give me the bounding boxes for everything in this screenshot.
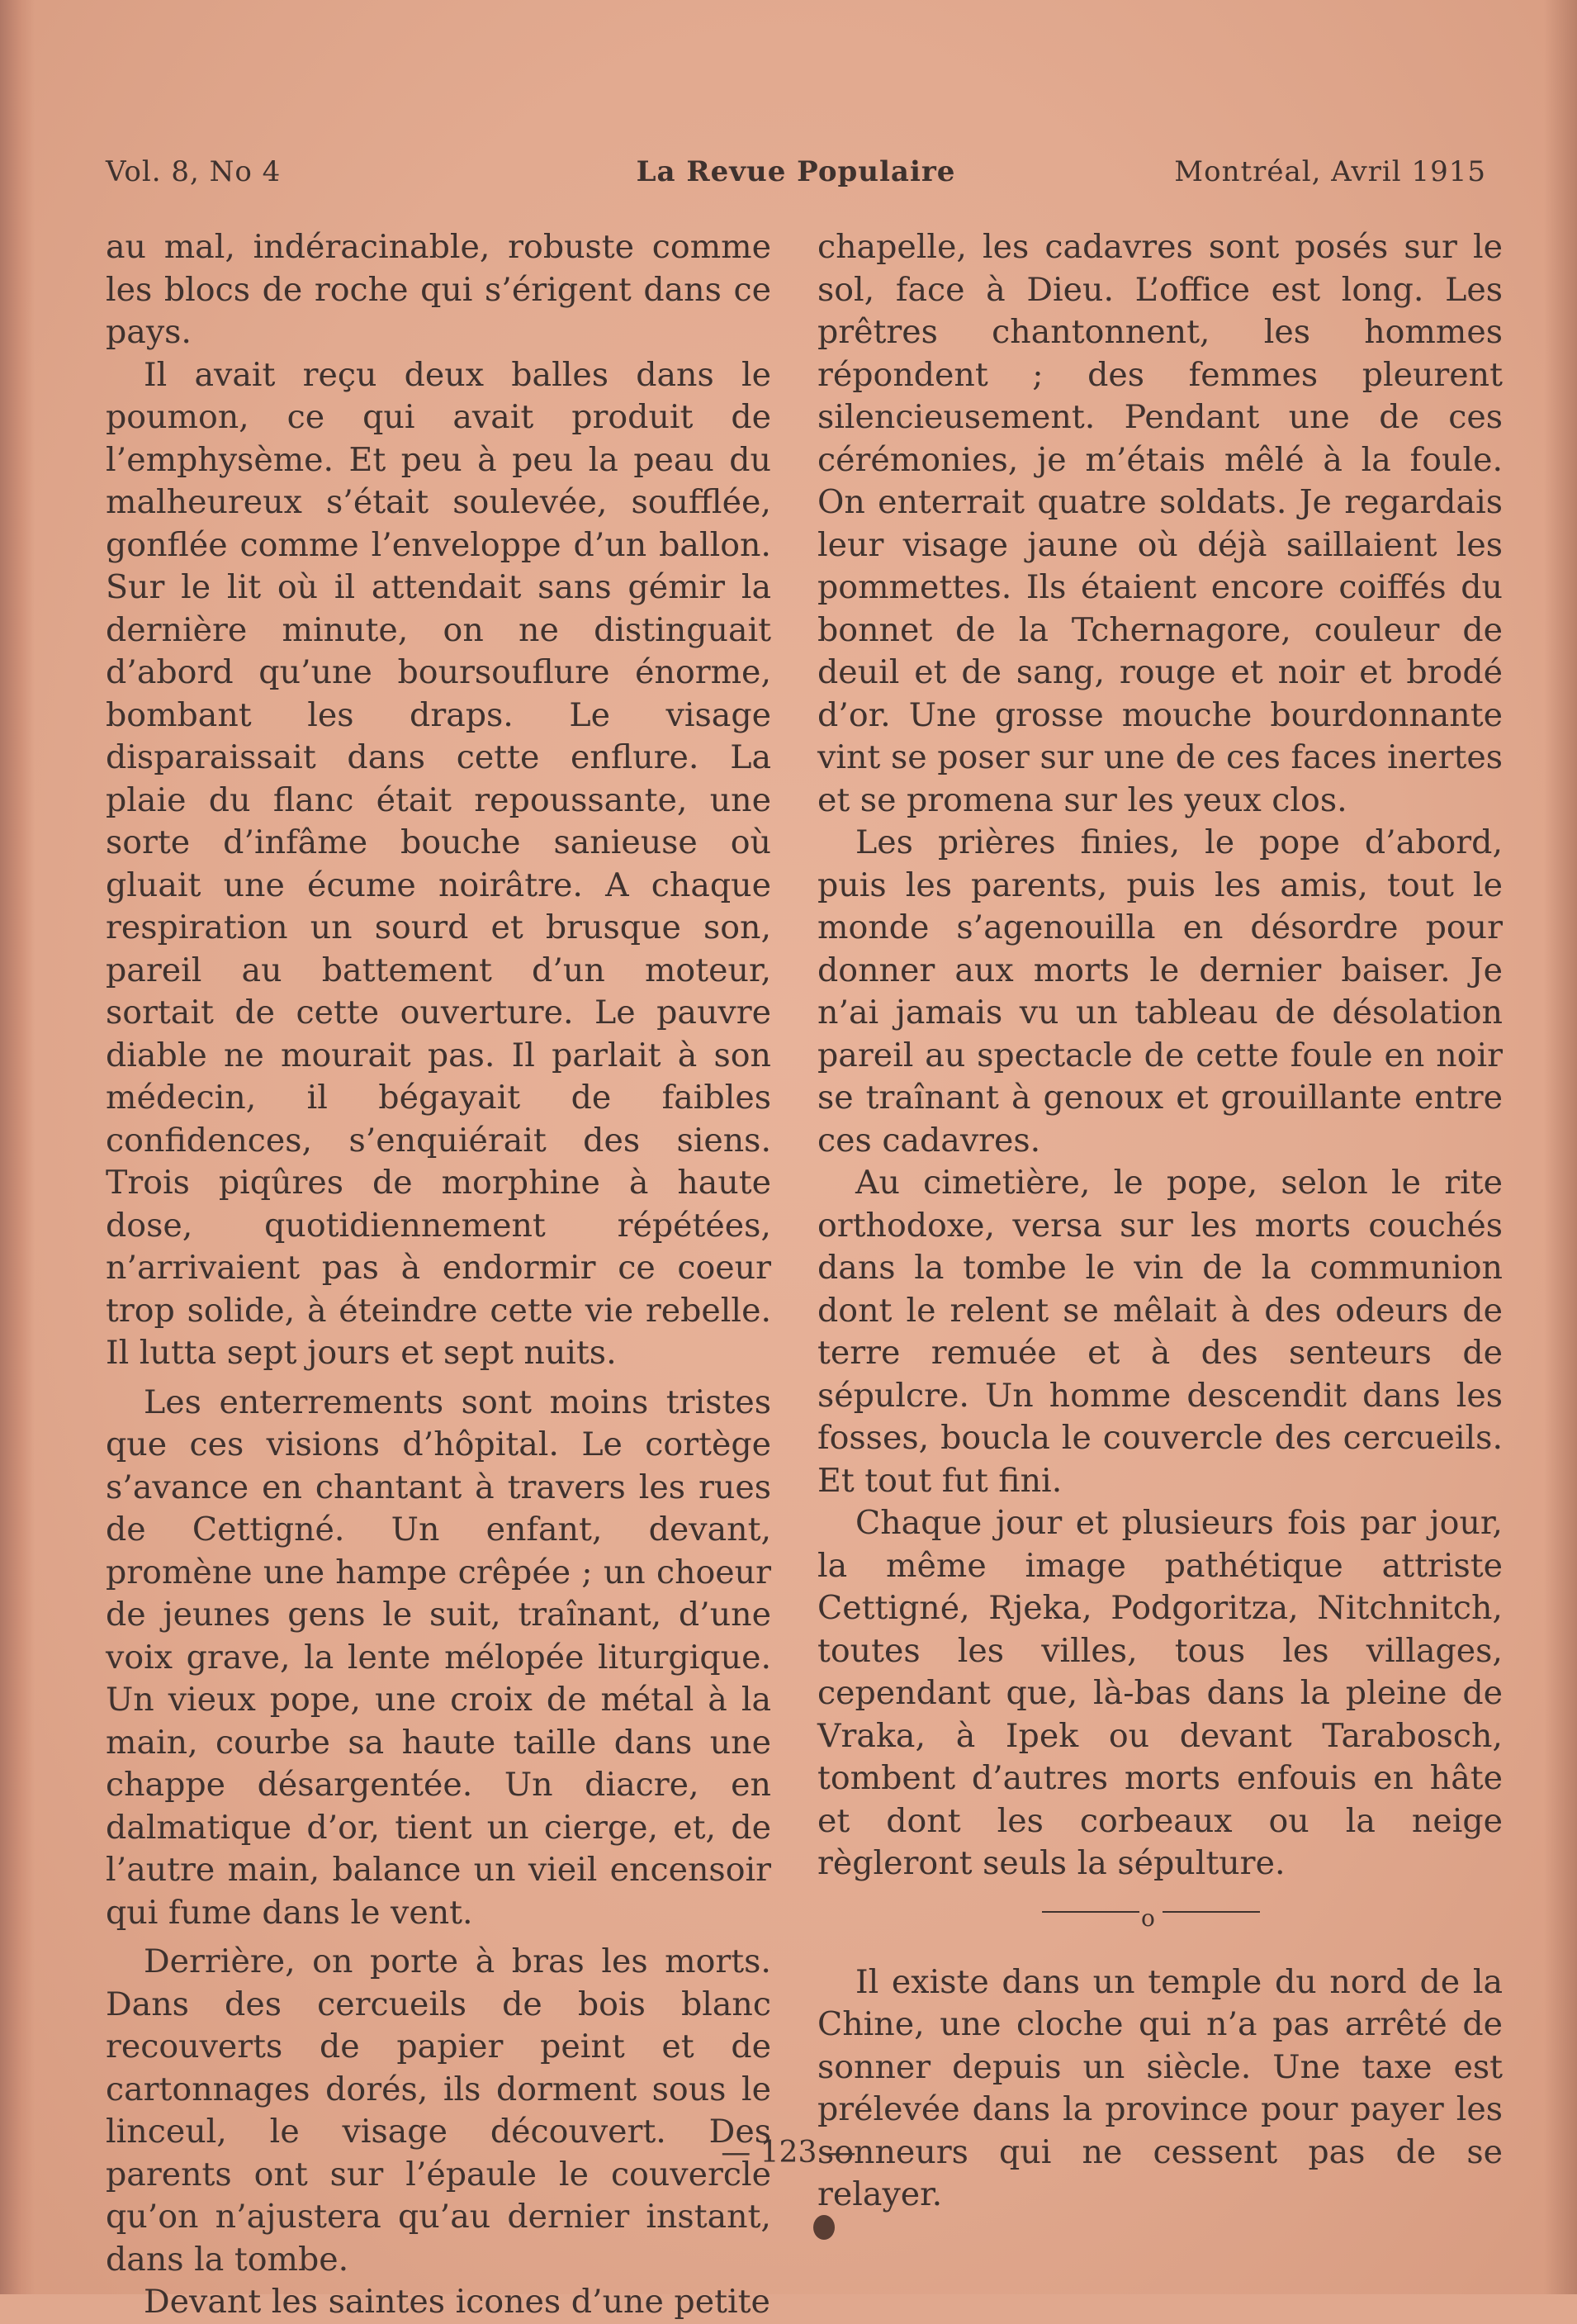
paragraph: au mal, indéracinable, robuste comme les blocs de roche qui s’érigent dans ce pays. <box>106 228 771 351</box>
paragraph: Les prières finies, le pope d’abord, puis les parents, puis les amis, tout le monde s’agenouilla en désordre pour donner aux morts le dernier baiser. Je n’ai jamais vu un tableau de désolation pareil au spectacle de cette foule en noir se traînant à genoux et grouillante entre ces cadavres. <box>817 823 1503 1160</box>
section-divider <box>817 1885 1503 1937</box>
page-number: — 123 — <box>721 2136 856 2170</box>
binding-hole <box>813 2215 835 2240</box>
publication-title: La Revue Populaire <box>636 155 956 188</box>
paragraph: Les enterrements sont moins tristes que ces visions d’hôpital. Le cortège s’avance en chantant à travers les rues de Cettigné. Un enfant, devant, promène une hampe crêpée ; un choeur de jeunes gens le suit, traînant, d’une voix grave, la lente mélopée liturgique. Un vieux pope, une croix de métal à la main, courbe sa haute taille dans une chappe désargentée. Un diacre, en dalmatique d’or, tient un cierge, et, de l’autre main, balance un vieil encensoir qui fume dans le vent. <box>106 1383 771 1932</box>
paragraph: Derrière, on porte à bras les morts. Dans des cercueils de bois blanc recouverts de papier peint et de cartonnages dorés, ils dorment sous le linceul, le visage découvert. Des parents ont sur l’épaule le couvercle qu’on n’ajustera qu’au dernier instant, dans la tombe. <box>106 1942 771 2279</box>
paragraph: Il existe dans un temple du nord de la Chine, une cloche qui n’a pas arrêté de sonner depuis un siècle. Une taxe est prélevée dans la province pour payer les sonneurs qui ne cessent pas de se relayer. <box>817 1962 1503 2213</box>
issue-date: Montréal, Avril 1915 <box>1174 155 1486 188</box>
paragraph: chapelle, les cadavres sont posés sur le sol, face à Dieu. L’office est long. Les prêtres chantonnent, les hommes répondent ; des femmes pleurent silencieusement. Pendant une de ces cérémonies, je m’étais mêlé à la foule. On enterrait quatre soldats. Je regardais leur visage jaune où déjà saillaient les pommettes. Ils étaient encore coiffés du bonnet de la Tchernagore, couleur de deuil et de sang, rouge et noir et brodé d’or. Une grosse mouche bourdonnante vint se poser sur une de ces faces inertes et se promena sur les yeux clos. <box>817 228 1503 819</box>
volume-issue: Vol. 8, No 4 <box>106 155 282 188</box>
paragraph: Au cimetière, le pope, selon le rite orthodoxe, versa sur les morts couchés dans la tombe le vin de la communion dont le relent se mêlait à des odeurs de terre remuée et à des senteurs de sépulcre. Un homme descendit dans les fosses, boucla le couvercle des cercueils. Et tout fut fini. <box>817 1164 1503 1500</box>
right-column <box>817 226 1503 2217</box>
paragraph: Chaque jour et plusieurs fois par jour, la même image pathétique attriste Cettigné, Rjeka, Podgoritza, Nitchnitch, toutes les villes, tous les villages, cependant que, là-bas dans la pleine de Vraka, à Ipek ou devant Tarabosch, tombent d’autres morts enfouis en hâte et dont les corbeaux ou la neige règleront seuls la sépulture. <box>817 1504 1503 1882</box>
divider-line <box>1042 1911 1139 1913</box>
divider-line <box>1163 1911 1260 1913</box>
divider-mark: o <box>1141 1904 1155 1932</box>
left-column <box>106 226 771 2324</box>
paragraph: Il avait reçu deux balles dans le poumon, ce qui avait produit de l’emphysème. Et peu à peu la peau du malheureux s’était soulevée, soufflée, gonflée comme l’enveloppe d’un ballon. Sur le lit où il attendait sans gémir la dernière minute, on ne distinguait d’abord qu’une boursouflure énorme, bombant les draps. Le visage disparaissait dans cette enflure. La plaie du flanc était repoussante, une sorte d’infâme bouche sanieuse où gluait une écume noirâtre. A chaque respiration un sourd et brusque son, pareil au battement d’un moteur, sortait de cette ouverture. Le pauvre diable ne mourait pas. Il parlait à son médecin, il bégayait de faibles confidences, s’enquiérait des siens. Trois piqûres de morphine à haute dose, quotidiennement répétées, n’arrivaient pas à endormir ce coeur trop solide, à éteindre cette vie rebelle. Il lutta sept jours et sept nuits. <box>106 355 771 1372</box>
running-header <box>106 155 1486 198</box>
paragraph: Devant les saintes icones d’une petite <box>144 2283 770 2321</box>
page-edge-shadow <box>1544 0 1577 2294</box>
page-binding-shadow <box>0 0 35 2294</box>
